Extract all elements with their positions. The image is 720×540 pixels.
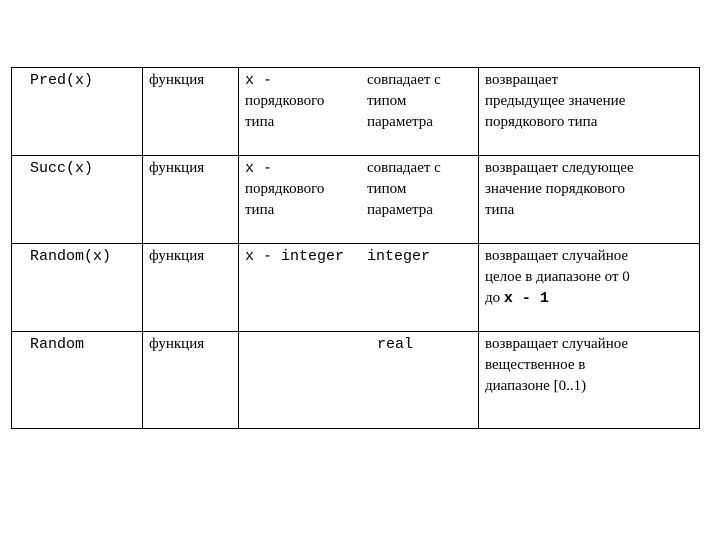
function-kind-cell (143, 68, 239, 156)
function-name-cell (12, 332, 143, 429)
function-kind-cell (143, 244, 239, 332)
function-name: Random(x) (30, 248, 112, 265)
description-line: порядкового типа (485, 114, 598, 130)
result-type (367, 246, 472, 267)
description-line: возвращает следующее (485, 160, 634, 176)
function-name-cell (12, 68, 143, 156)
table-row (12, 68, 700, 156)
table-row (12, 156, 700, 244)
description-line: предыдущее значение (485, 93, 626, 109)
function-kind: функция (149, 336, 205, 352)
function-name: Pred(x) (30, 72, 94, 89)
param-type-line: порядкового (245, 93, 325, 109)
result-type-line: параметра (367, 114, 433, 130)
description-line: вещественное в (485, 357, 586, 373)
description-line: возвращает (485, 72, 559, 88)
description-text: до (485, 290, 504, 306)
table-row (12, 332, 700, 429)
param-type-line: порядкового (245, 181, 325, 197)
result-type (367, 158, 472, 221)
function-name-cell (12, 244, 143, 332)
table-row (12, 244, 700, 332)
param-result-cell (239, 156, 479, 244)
function-kind: функция (149, 160, 205, 176)
param-type-line: x - (245, 72, 273, 89)
function-kind: функция (149, 72, 205, 88)
description-line: возвращает случайное (485, 336, 629, 352)
description-code: x - 1 (503, 290, 549, 307)
param-type-line: x - (245, 160, 273, 177)
param-type (245, 158, 357, 221)
function-kind: функция (149, 248, 205, 264)
result-type-line: типом (367, 181, 407, 197)
description-cell (479, 156, 700, 244)
functions-table (11, 67, 700, 429)
description-line (485, 288, 693, 309)
param-type-line: типа (245, 202, 275, 218)
param-result-cell (239, 68, 479, 156)
description-cell (479, 244, 700, 332)
result-type (367, 70, 472, 133)
result-type-line: real (377, 336, 414, 353)
param-result-cell (239, 244, 479, 332)
function-kind-cell (143, 156, 239, 244)
result-type-line: совпадает с (367, 72, 441, 88)
param-type-line: типа (245, 114, 275, 130)
result-type-line: integer (367, 248, 431, 265)
param-type (245, 246, 357, 267)
description-line: значение порядкового (485, 181, 626, 197)
description-line: целое в диапазоне от 0 (485, 269, 630, 285)
function-kind-cell (143, 332, 239, 429)
param-type-line: x - integer (245, 248, 345, 265)
result-type-line: типом (367, 93, 407, 109)
description-line: диапазоне [0..1) (485, 378, 587, 394)
param-result-cell (239, 332, 479, 429)
function-name-cell (12, 156, 143, 244)
description-line: типа (485, 202, 515, 218)
description-line: возвращает случайное (485, 248, 629, 264)
result-type-line: параметра (367, 202, 433, 218)
param-type (245, 70, 357, 133)
function-name: Random (30, 336, 85, 353)
description-cell (479, 68, 700, 156)
function-name: Succ(x) (30, 160, 94, 177)
description-cell (479, 332, 700, 429)
result-type-line: совпадает с (367, 160, 441, 176)
